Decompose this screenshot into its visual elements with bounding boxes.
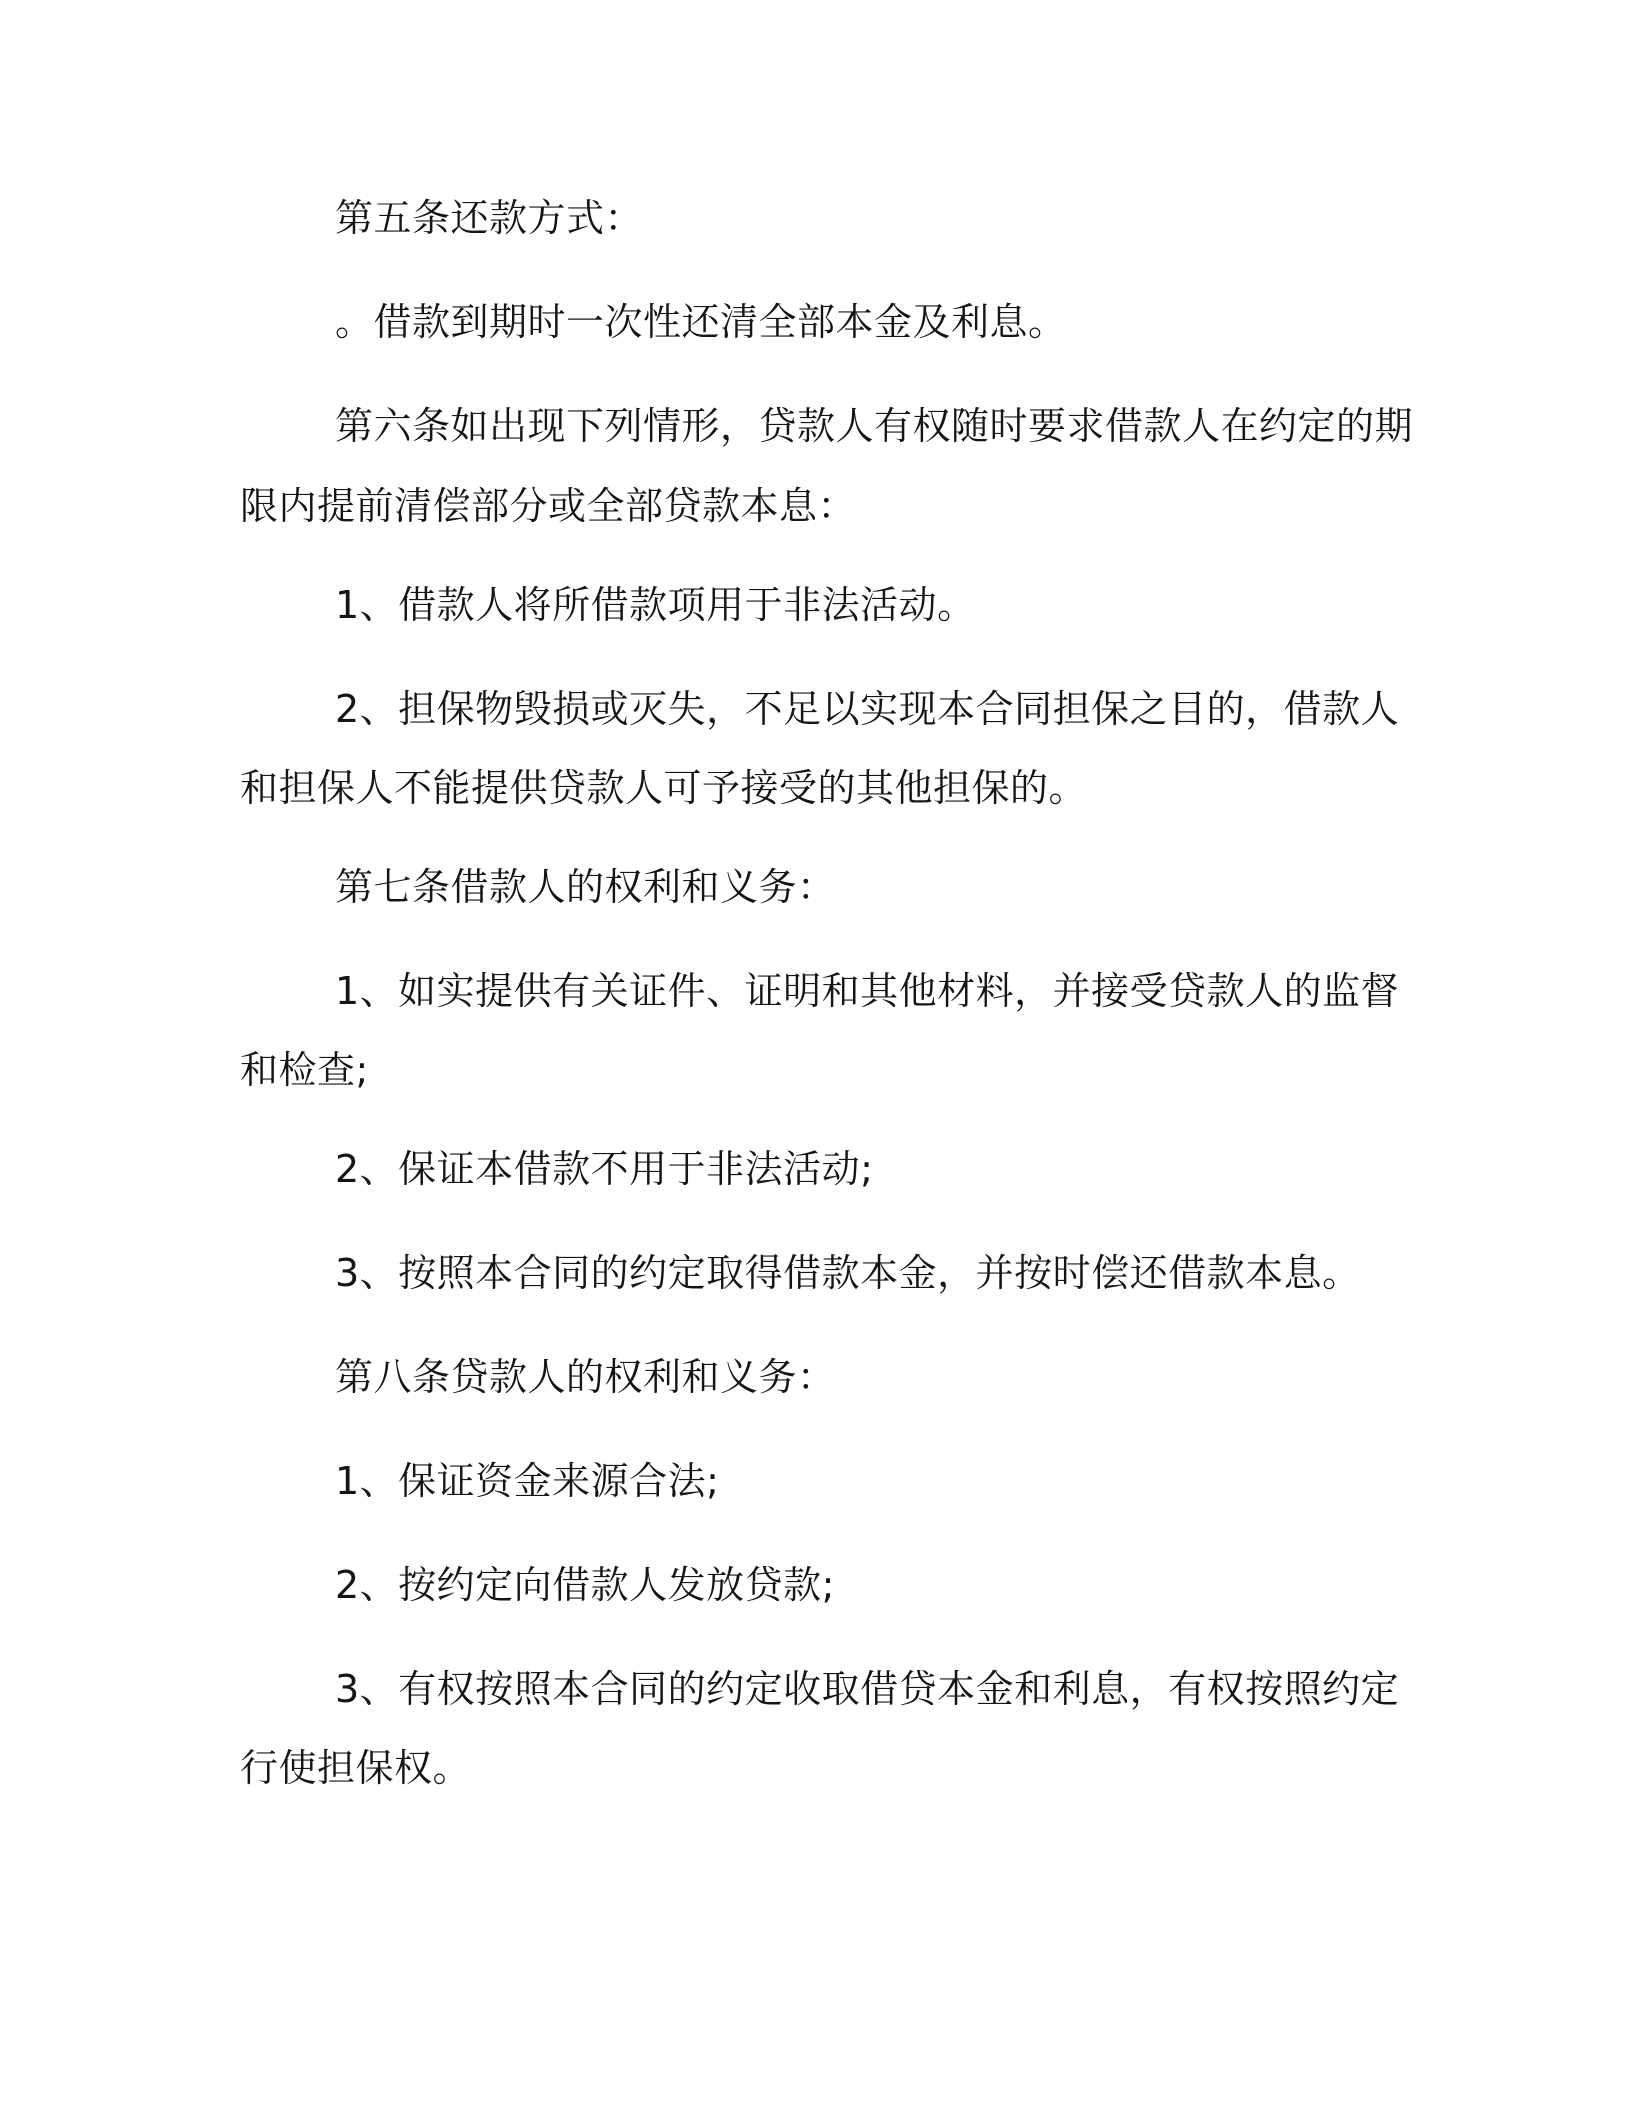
article-8-item-3-line-2: 行使担保权。 <box>240 1746 472 1790</box>
article-7-item-3: 3、按照本合同的约定取得借款本金，并按时偿还借款本息。 <box>335 1251 1361 1295</box>
article-6-line-2: 限内提前清偿部分或全部贷款本息： <box>240 484 857 528</box>
article-8-item-1: 1、保证资金来源合法; <box>335 1459 720 1503</box>
article-7-heading: 第七条借款人的权利和义务： <box>335 865 836 909</box>
article-6-item-2-line-1: 2、担保物毁损或灭失，不足以实现本合同担保之目的，借款人 <box>335 687 1400 731</box>
article-6-line-1: 第六条如出现下列情形，贷款人有权随时要求借款人在约定的期 <box>335 404 1414 448</box>
article-7-item-2: 2、保证本借款不用于非法活动; <box>335 1147 874 1191</box>
article-7-item-1-line-2: 和检查; <box>240 1048 369 1092</box>
article-6-item-2-line-2: 和担保人不能提供贷款人可予接受的其他担保的。 <box>240 766 1088 810</box>
article-5-text: 。借款到期时一次性还清全部本金及利息。 <box>335 300 1067 344</box>
article-8-item-3-line-1: 3、有权按照本合同的约定收取借贷本金和利息，有权按照约定 <box>335 1667 1400 1711</box>
article-6-item-1: 1、借款人将所借款项用于非法活动。 <box>335 583 976 627</box>
article-8-heading: 第八条贷款人的权利和义务： <box>335 1355 836 1399</box>
article-7-item-1-line-1: 1、如实提供有关证件、证明和其他材料，并接受贷款人的监督 <box>335 969 1400 1013</box>
article-5-heading: 第五条还款方式： <box>335 196 644 240</box>
article-8-item-2: 2、按约定向借款人发放贷款; <box>335 1563 835 1607</box>
